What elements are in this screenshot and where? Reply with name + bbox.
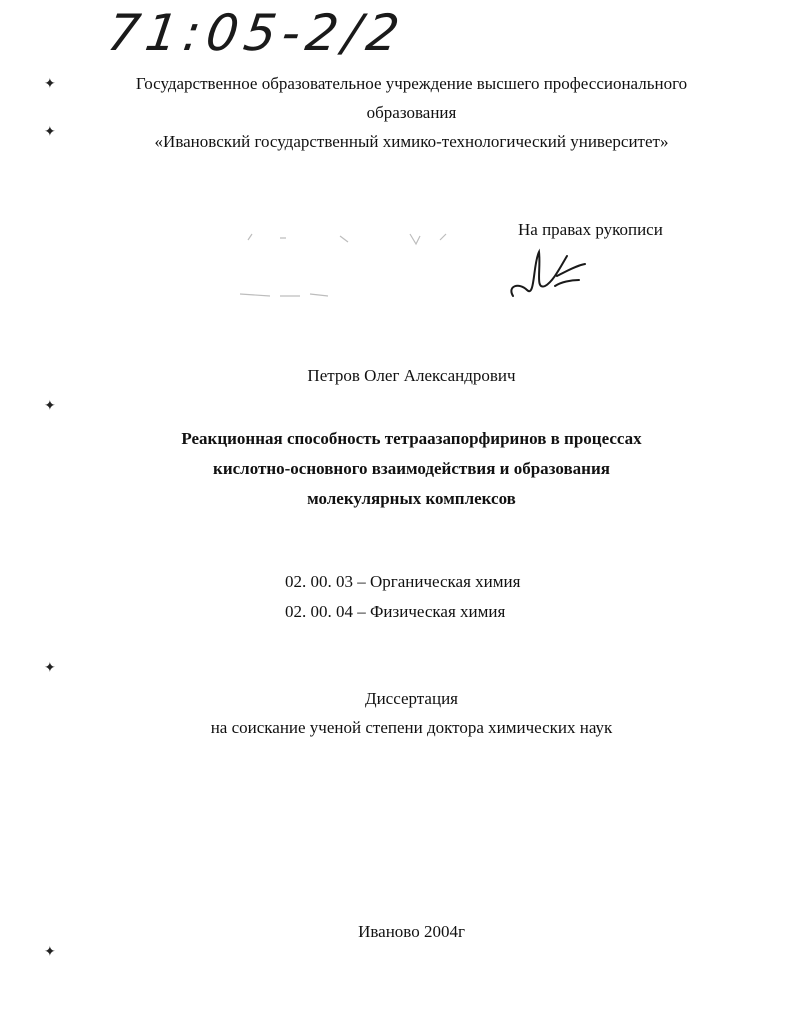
margin-mark-icon: ✦ (44, 125, 56, 140)
dissertation-title (30, 424, 793, 514)
degree-statement: на соискание ученой степени доктора химических наук (210, 718, 613, 737)
signature (505, 246, 595, 310)
dissertation-label: Диссертация (364, 689, 458, 708)
archive-number-handwritten: 71:05-2/2 (103, 4, 409, 62)
institution-line-3: «Ивановский государственный химико-технологический университет» (154, 132, 669, 151)
margin-mark-icon: ✦ (44, 661, 56, 676)
title-line-3: молекулярных комплексов (307, 489, 516, 508)
margin-mark-icon: ✦ (44, 399, 56, 414)
margin-mark-icon: ✦ (44, 945, 56, 960)
faded-stamp (240, 226, 480, 366)
city-year: Иваново 2004г (358, 922, 465, 941)
margin-mark-icon: ✦ (44, 77, 56, 92)
title-line-2: кислотно-основного взаимодействия и образования (213, 459, 610, 478)
author-name: Петров Олег Александрович (307, 366, 516, 385)
specialty-physical-chemistry: 02. 00. 04 – Физическая химия (285, 602, 506, 621)
title-line-1: Реакционная способность тетраазапорфиринов в процессах (181, 429, 642, 448)
institution-line-2: образования (366, 103, 457, 122)
rights-note: На правах рукописи (518, 220, 663, 239)
institution-line-1: Государственное образовательное учреждение высшего профессионального (135, 74, 688, 93)
specialty-organic-chemistry: 02. 00. 03 – Органическая химия (285, 572, 521, 591)
